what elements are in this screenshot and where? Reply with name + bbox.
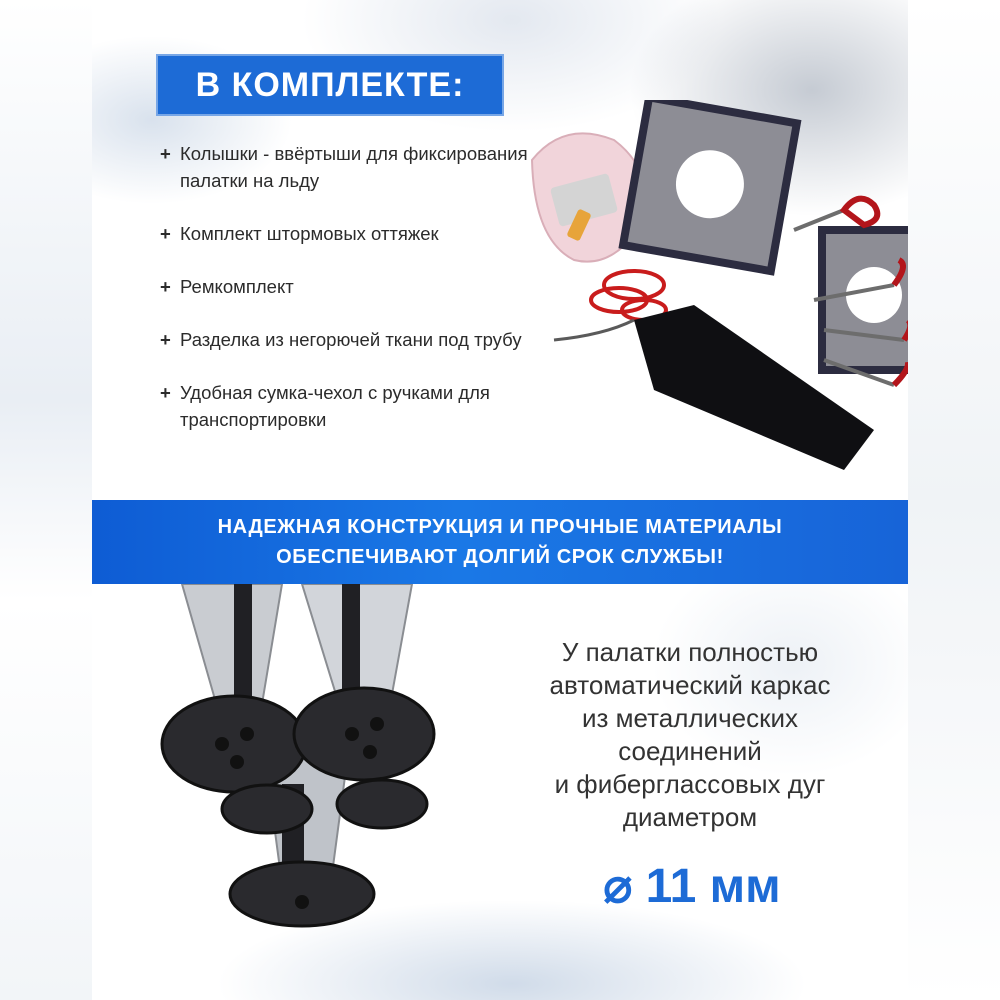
plus-icon: + — [160, 382, 171, 403]
durability-banner — [92, 500, 908, 584]
kit-contents-photo — [524, 100, 908, 480]
kit-item-label: Удобная сумка-чехол с ручками для транспортировки — [180, 382, 490, 430]
left-background — [0, 0, 92, 1000]
plus-icon: + — [160, 223, 171, 244]
frame-description-line: диаметром — [622, 802, 758, 832]
frame-description-line: соединений — [618, 736, 762, 766]
kit-item-label: Колышки - ввёртыши для фиксирования палатки на льду — [180, 143, 528, 191]
product-card — [92, 0, 908, 1000]
kit-item-label: Комплект штормовых оттяжек — [180, 223, 439, 244]
plus-icon: + — [160, 276, 171, 297]
frame-description-line: из металлических — [582, 703, 798, 733]
frame-description — [492, 636, 888, 834]
banner-line-2: ОБЕСПЕЧИВАЮТ ДОЛГИЙ СРОК СЛУЖБЫ! — [276, 546, 724, 568]
kit-heading-box — [156, 54, 504, 116]
plus-icon: + — [160, 143, 171, 164]
frame-hubs-photo — [142, 584, 472, 944]
right-background — [908, 0, 1000, 1000]
diameter-value: ⌀ 11 мм — [603, 860, 781, 913]
frame-description-line: У палатки полностью — [561, 637, 819, 667]
kit-item-label: Ремкомплект — [180, 276, 294, 297]
plus-icon: + — [160, 329, 171, 350]
kit-heading: В КОМПЛЕКТЕ: — [195, 65, 465, 104]
kit-item-label: Разделка из негорючей ткани под трубу — [180, 329, 522, 350]
frame-description-line: и фиберглассовых дуг — [554, 769, 826, 799]
banner-line-1: НАДЕЖНАЯ КОНСТРУКЦИЯ И ПРОЧНЫЕ МАТЕРИАЛЫ — [217, 516, 783, 538]
frame-description-line: автоматический каркас — [549, 670, 831, 700]
